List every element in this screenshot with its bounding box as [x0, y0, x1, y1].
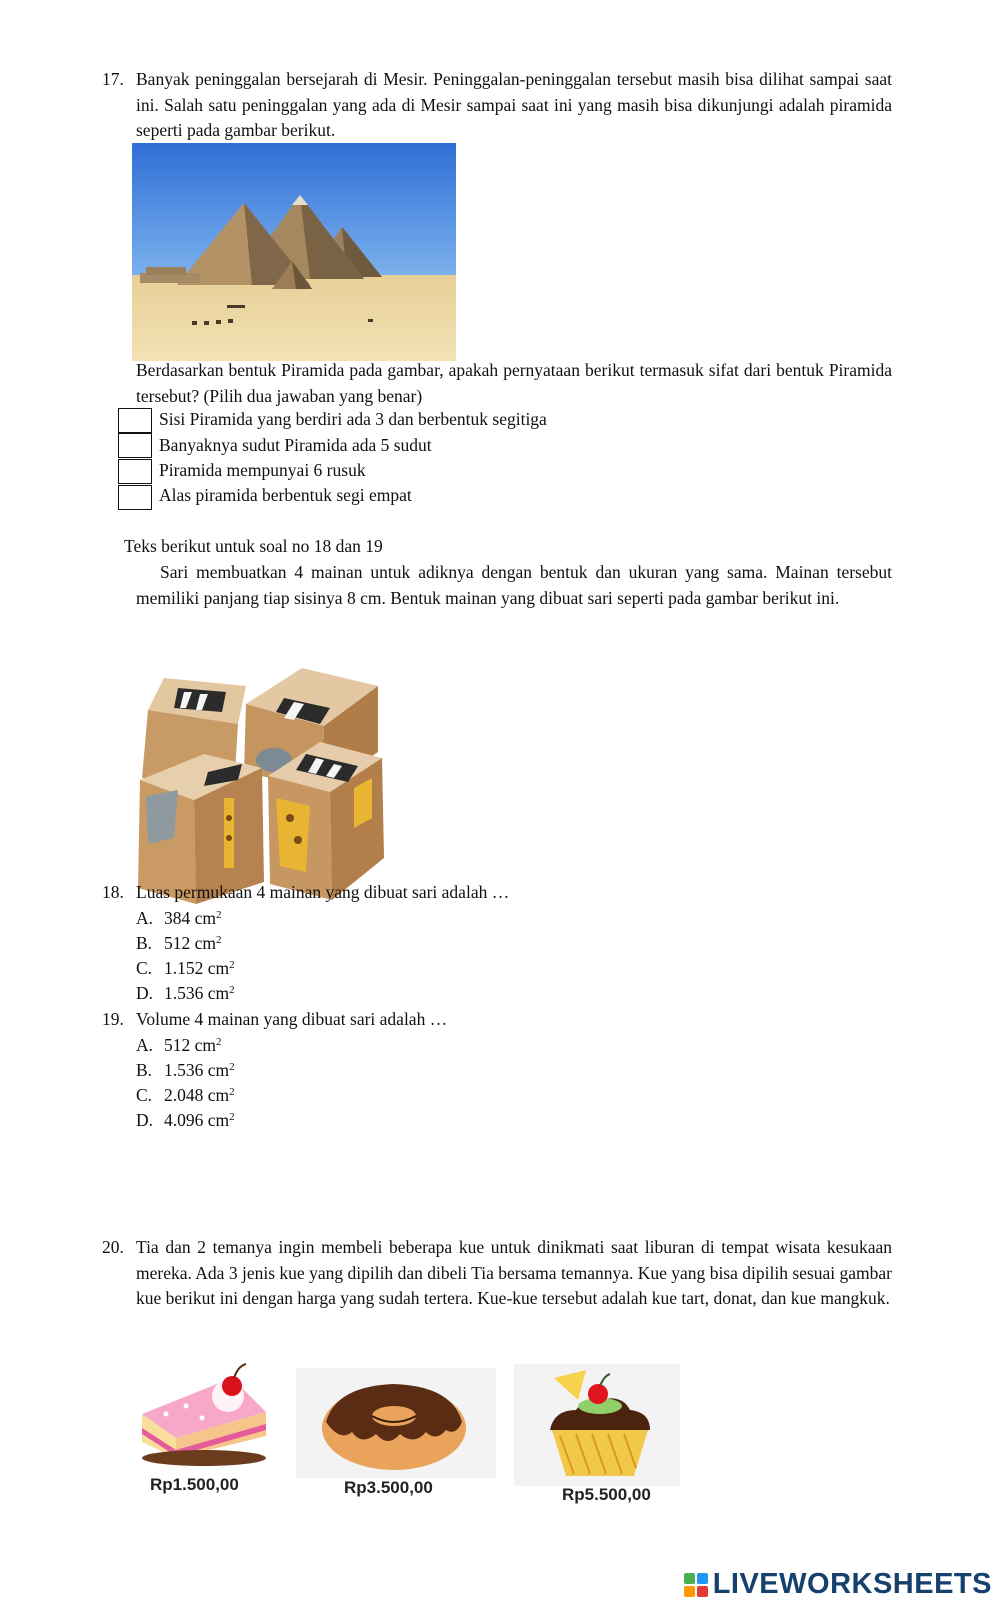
q18-number: 18.	[102, 882, 124, 902]
q19-option-a[interactable]	[136, 1033, 222, 1059]
option-letter: B.	[136, 1060, 153, 1080]
q17-option-1: Sisi Piramida yang berdiri ada 3 dan berbentuk segitiga	[159, 409, 547, 429]
option-value: 4.096 cm	[164, 1110, 230, 1130]
liveworksheets-logo	[683, 1568, 992, 1601]
q19-option-b[interactable]	[136, 1058, 235, 1084]
wooden-cubes-image	[134, 668, 390, 904]
checkbox-option-2[interactable]	[118, 433, 152, 458]
option-letter: B.	[136, 933, 153, 953]
context-heading: Teks berikut untuk soal no 18 dan 19	[124, 536, 383, 556]
q19-option-d[interactable]	[136, 1108, 235, 1134]
option-value: 1.536 cm	[164, 983, 230, 1003]
option-sup: 2	[216, 909, 222, 921]
checkbox-option-4[interactable]	[118, 485, 152, 510]
q20-text: Tia dan 2 temanya ingin membeli beberapa kue untuk dinikmati saat liburan di tempat wisata kesukaan mereka. Ada 3 jenis kue yang dipilih dan dibeli Tia bersama temannya. Kue yang bisa dipilih sesuai gambar kue berikut ini dengan harga yang sudah tertera. Kue-kue tersebut adalah kue tart, donat, dan kue mangkuk.	[136, 1237, 892, 1308]
option-sup: 2	[229, 1061, 235, 1073]
option-value: 512 cm	[164, 1035, 217, 1055]
q17-option-4: Alas piramida berbentuk segi empat	[159, 485, 412, 505]
q17-option-2: Banyaknya sudut Piramida ada 5 sudut	[159, 435, 432, 455]
option-sup: 2	[229, 984, 235, 996]
q20-number: 20.	[102, 1237, 124, 1257]
q18-option-a[interactable]	[136, 906, 222, 932]
option-sup: 2	[216, 934, 222, 946]
q19-text: Volume 4 mainan yang dibuat sari adalah …	[136, 1009, 448, 1029]
option-value: 1.536 cm	[164, 1060, 230, 1080]
checkbox-option-1[interactable]	[118, 408, 152, 433]
checkbox-option-3[interactable]	[118, 459, 152, 484]
option-letter: A.	[136, 908, 154, 928]
q17-option-3: Piramida mempunyai 6 rusuk	[159, 460, 366, 480]
option-sup: 2	[229, 1111, 235, 1123]
q18-text: Luas permukaan 4 mainan yang dibuat sari adalah …	[136, 882, 510, 902]
price-cupcake: Rp5.500,00	[562, 1485, 651, 1504]
donut-image	[296, 1368, 496, 1478]
option-value: 384 cm	[164, 908, 217, 928]
option-letter: C.	[136, 1085, 153, 1105]
liveworksheets-wordmark: LIVEWORKSHEETS	[712, 1568, 992, 1601]
q18-option-d[interactable]	[136, 981, 235, 1007]
option-sup: 2	[229, 959, 235, 971]
option-letter: D.	[136, 983, 154, 1003]
q18-option-c[interactable]	[136, 956, 235, 982]
option-letter: D.	[136, 1110, 154, 1130]
cupcake-image	[514, 1364, 680, 1486]
q18-option-b[interactable]	[136, 931, 222, 957]
q17-question: Berdasarkan bentuk Piramida pada gambar, apakah pernyataan berikut termasuk sifat dari bentuk Piramida tersebut? (Pilih dua jawaban yang benar)	[136, 360, 892, 406]
q17-text: Banyak peninggalan bersejarah di Mesir. Peninggalan-peninggalan tersebut masih bisa dilihat sampai saat ini. Salah satu peninggalan yang ada di Mesir sampai saat ini yang masih bisa dikunjungi adalah piramida seperti pada gambar berikut.	[136, 69, 892, 140]
option-sup: 2	[229, 1086, 235, 1098]
price-tart: Rp1.500,00	[150, 1475, 239, 1494]
q17-number: 17.	[102, 69, 124, 89]
pyramid-image	[132, 143, 456, 361]
option-letter: C.	[136, 958, 153, 978]
q19-number: 19.	[102, 1009, 124, 1029]
option-value: 512 cm	[164, 933, 217, 953]
option-value: 1.152 cm	[164, 958, 230, 978]
option-sup: 2	[216, 1036, 222, 1048]
option-letter: A.	[136, 1035, 154, 1055]
q19-option-c[interactable]	[136, 1083, 235, 1109]
option-value: 2.048 cm	[164, 1085, 230, 1105]
context-text: Sari membuatkan 4 mainan untuk adiknya dengan bentuk dan ukuran yang sama. Mainan tersebut memiliki panjang tiap sisinya 8 cm. Bentuk mainan yang dibuat sari seperti pada gambar berikut ini.	[136, 562, 892, 608]
liveworksheets-icon	[683, 1572, 709, 1598]
tart-cake-image	[136, 1358, 276, 1468]
price-donut: Rp3.500,00	[344, 1478, 433, 1497]
